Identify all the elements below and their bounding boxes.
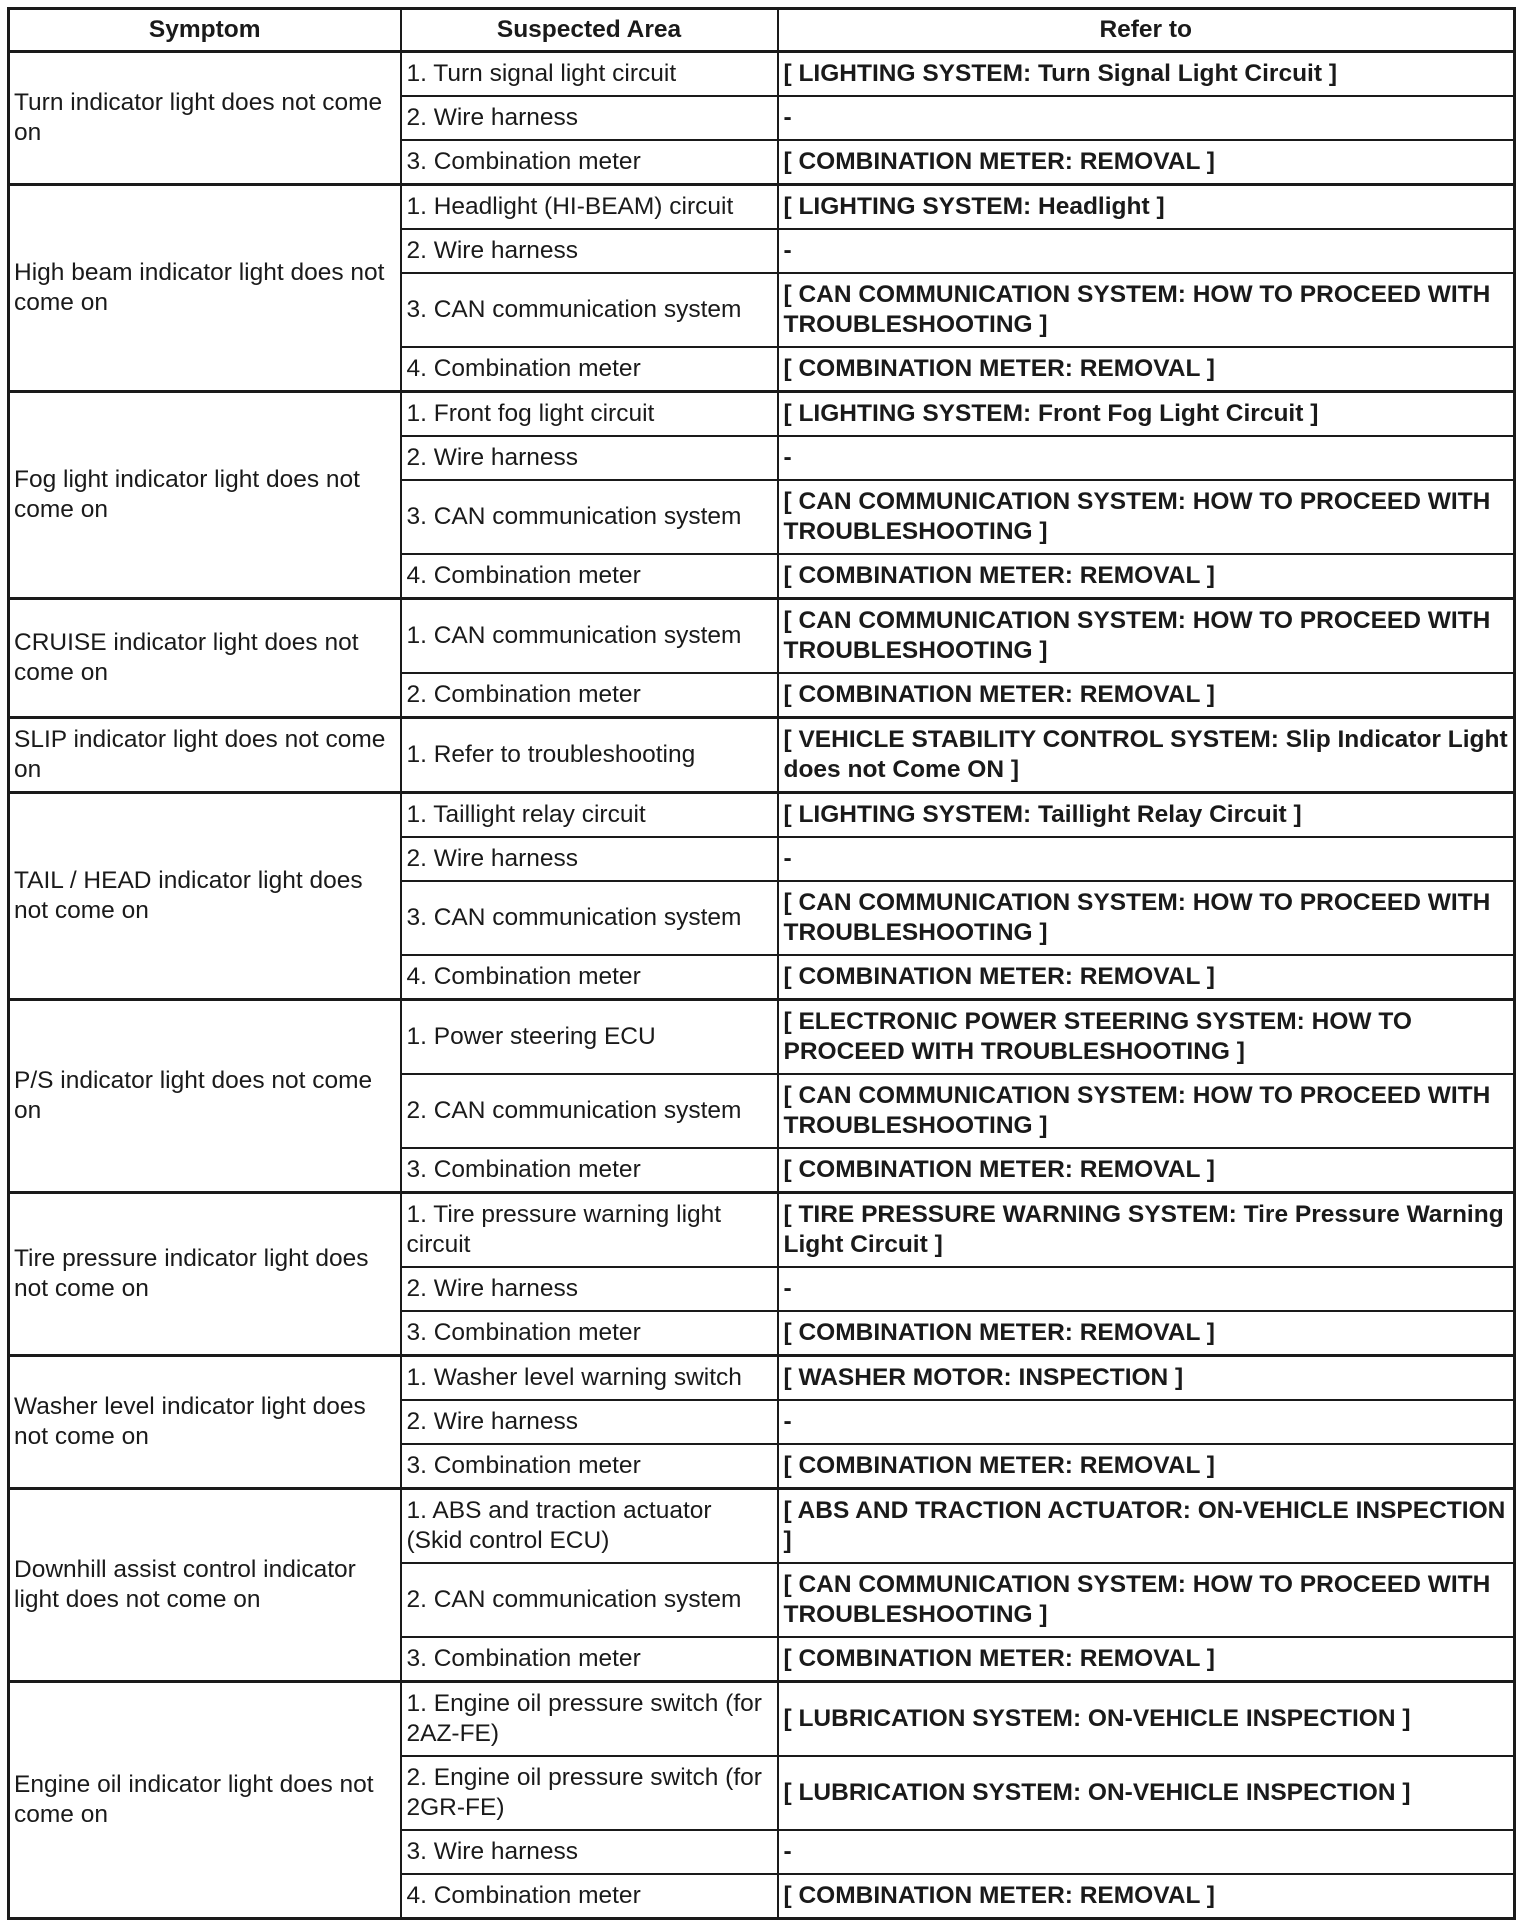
refer-to-cell: [ CAN COMMUNICATION SYSTEM: HOW TO PROCEED WITH TROUBLESHOOTING ] <box>778 1074 1515 1148</box>
troubleshooting-table <box>7 7 1516 1920</box>
suspected-area-cell: 1. Power steering ECU <box>401 1000 778 1075</box>
symptom-cell: Downhill assist control indicator light does not come on <box>9 1489 401 1682</box>
table-row <box>9 793 1515 838</box>
suspected-area-cell: 1. Headlight (HI-BEAM) circuit <box>401 185 778 230</box>
symptom-cell: TAIL / HEAD indicator light does not come on <box>9 793 401 1000</box>
suspected-area-cell: 2. Wire harness <box>401 837 778 881</box>
refer-to-cell: [ LIGHTING SYSTEM: Turn Signal Light Circuit ] <box>778 52 1515 97</box>
suspected-area-cell: 3. CAN communication system <box>401 881 778 955</box>
suspected-area-cell: 2. Wire harness <box>401 1267 778 1311</box>
refer-to-cell: [ CAN COMMUNICATION SYSTEM: HOW TO PROCEED WITH TROUBLESHOOTING ] <box>778 1563 1515 1637</box>
refer-to-cell: [ CAN COMMUNICATION SYSTEM: HOW TO PROCEED WITH TROUBLESHOOTING ] <box>778 881 1515 955</box>
table-body <box>9 52 1515 1919</box>
refer-to-cell: [ COMBINATION METER: REMOVAL ] <box>778 1637 1515 1682</box>
suspected-area-cell: 3. Combination meter <box>401 1148 778 1193</box>
refer-to-cell: [ COMBINATION METER: REMOVAL ] <box>778 554 1515 599</box>
refer-to-cell: - <box>778 96 1515 140</box>
table-row <box>9 1356 1515 1401</box>
suspected-area-cell: 2. Wire harness <box>401 229 778 273</box>
refer-to-cell: [ COMBINATION METER: REMOVAL ] <box>778 140 1515 185</box>
symptom-cell: High beam indicator light does not come on <box>9 185 401 392</box>
table-header-row <box>9 9 1515 52</box>
suspected-area-cell: 3. CAN communication system <box>401 480 778 554</box>
table-row <box>9 1193 1515 1268</box>
refer-to-cell: [ COMBINATION METER: REMOVAL ] <box>778 1444 1515 1489</box>
refer-to-cell: [ COMBINATION METER: REMOVAL ] <box>778 1874 1515 1919</box>
suspected-area-cell: 1. Tire pressure warning light circuit <box>401 1193 778 1268</box>
troubleshooting-table-container <box>7 7 1513 1920</box>
refer-to-cell: [ COMBINATION METER: REMOVAL ] <box>778 955 1515 1000</box>
suspected-area-cell: 2. CAN communication system <box>401 1074 778 1148</box>
refer-to-cell: [ CAN COMMUNICATION SYSTEM: HOW TO PROCEED WITH TROUBLESHOOTING ] <box>778 273 1515 347</box>
refer-to-cell: [ LUBRICATION SYSTEM: ON-VEHICLE INSPECTION ] <box>778 1682 1515 1757</box>
refer-to-cell: [ CAN COMMUNICATION SYSTEM: HOW TO PROCEED WITH TROUBLESHOOTING ] <box>778 599 1515 674</box>
suspected-area-cell: 4. Combination meter <box>401 955 778 1000</box>
suspected-area-cell: 3. CAN communication system <box>401 273 778 347</box>
header-suspected-area: Suspected Area <box>401 9 778 52</box>
refer-to-cell: [ VEHICLE STABILITY CONTROL SYSTEM: Slip Indicator Light does not Come ON ] <box>778 718 1515 793</box>
refer-to-cell: - <box>778 1267 1515 1311</box>
suspected-area-cell: 4. Combination meter <box>401 554 778 599</box>
symptom-cell: CRUISE indicator light does not come on <box>9 599 401 718</box>
refer-to-cell: [ ELECTRONIC POWER STEERING SYSTEM: HOW TO PROCEED WITH TROUBLESHOOTING ] <box>778 1000 1515 1075</box>
refer-to-cell: [ CAN COMMUNICATION SYSTEM: HOW TO PROCEED WITH TROUBLESHOOTING ] <box>778 480 1515 554</box>
refer-to-cell: - <box>778 229 1515 273</box>
suspected-area-cell: 4. Combination meter <box>401 347 778 392</box>
table-row <box>9 185 1515 230</box>
suspected-area-cell: 3. Combination meter <box>401 140 778 185</box>
refer-to-cell: [ ABS AND TRACTION ACTUATOR: ON-VEHICLE INSPECTION ] <box>778 1489 1515 1564</box>
refer-to-cell: [ COMBINATION METER: REMOVAL ] <box>778 673 1515 718</box>
symptom-cell: SLIP indicator light does not come on <box>9 718 401 793</box>
symptom-cell: P/S indicator light does not come on <box>9 1000 401 1193</box>
suspected-area-cell: 2. Engine oil pressure switch (for 2GR-FE) <box>401 1756 778 1830</box>
refer-to-cell: [ LUBRICATION SYSTEM: ON-VEHICLE INSPECTION ] <box>778 1756 1515 1830</box>
table-row <box>9 1489 1515 1564</box>
suspected-area-cell: 1. Turn signal light circuit <box>401 52 778 97</box>
refer-to-cell: - <box>778 1830 1515 1874</box>
suspected-area-cell: 2. CAN communication system <box>401 1563 778 1637</box>
symptom-cell: Turn indicator light does not come on <box>9 52 401 185</box>
suspected-area-cell: 1. Washer level warning switch <box>401 1356 778 1401</box>
suspected-area-cell: 1. CAN communication system <box>401 599 778 674</box>
refer-to-cell: [ LIGHTING SYSTEM: Taillight Relay Circuit ] <box>778 793 1515 838</box>
suspected-area-cell: 1. ABS and traction actuator (Skid control ECU) <box>401 1489 778 1564</box>
refer-to-cell: [ COMBINATION METER: REMOVAL ] <box>778 1311 1515 1356</box>
refer-to-cell: - <box>778 1400 1515 1444</box>
suspected-area-cell: 3. Combination meter <box>401 1637 778 1682</box>
suspected-area-cell: 1. Front fog light circuit <box>401 392 778 437</box>
refer-to-cell: [ WASHER MOTOR: INSPECTION ] <box>778 1356 1515 1401</box>
header-symptom: Symptom <box>9 9 401 52</box>
suspected-area-cell: 1. Taillight relay circuit <box>401 793 778 838</box>
suspected-area-cell: 3. Combination meter <box>401 1444 778 1489</box>
refer-to-cell: [ TIRE PRESSURE WARNING SYSTEM: Tire Pressure Warning Light Circuit ] <box>778 1193 1515 1268</box>
refer-to-cell: - <box>778 837 1515 881</box>
suspected-area-cell: 3. Wire harness <box>401 1830 778 1874</box>
symptom-cell: Tire pressure indicator light does not come on <box>9 1193 401 1356</box>
table-row <box>9 599 1515 674</box>
refer-to-cell: [ COMBINATION METER: REMOVAL ] <box>778 347 1515 392</box>
header-refer-to: Refer to <box>778 9 1515 52</box>
suspected-area-cell: 1. Refer to troubleshooting <box>401 718 778 793</box>
suspected-area-cell: 2. Wire harness <box>401 436 778 480</box>
symptom-cell: Engine oil indicator light does not come on <box>9 1682 401 1919</box>
suspected-area-cell: 4. Combination meter <box>401 1874 778 1919</box>
refer-to-cell: [ LIGHTING SYSTEM: Headlight ] <box>778 185 1515 230</box>
symptom-cell: Washer level indicator light does not come on <box>9 1356 401 1489</box>
refer-to-cell: [ COMBINATION METER: REMOVAL ] <box>778 1148 1515 1193</box>
suspected-area-cell: 2. Combination meter <box>401 673 778 718</box>
suspected-area-cell: 1. Engine oil pressure switch (for 2AZ-FE) <box>401 1682 778 1757</box>
suspected-area-cell: 2. Wire harness <box>401 96 778 140</box>
suspected-area-cell: 3. Combination meter <box>401 1311 778 1356</box>
table-row <box>9 392 1515 437</box>
table-row <box>9 1000 1515 1075</box>
refer-to-cell: [ LIGHTING SYSTEM: Front Fog Light Circuit ] <box>778 392 1515 437</box>
table-row <box>9 1682 1515 1757</box>
refer-to-cell: - <box>778 436 1515 480</box>
suspected-area-cell: 2. Wire harness <box>401 1400 778 1444</box>
symptom-cell: Fog light indicator light does not come on <box>9 392 401 599</box>
table-row <box>9 718 1515 793</box>
table-row <box>9 52 1515 97</box>
